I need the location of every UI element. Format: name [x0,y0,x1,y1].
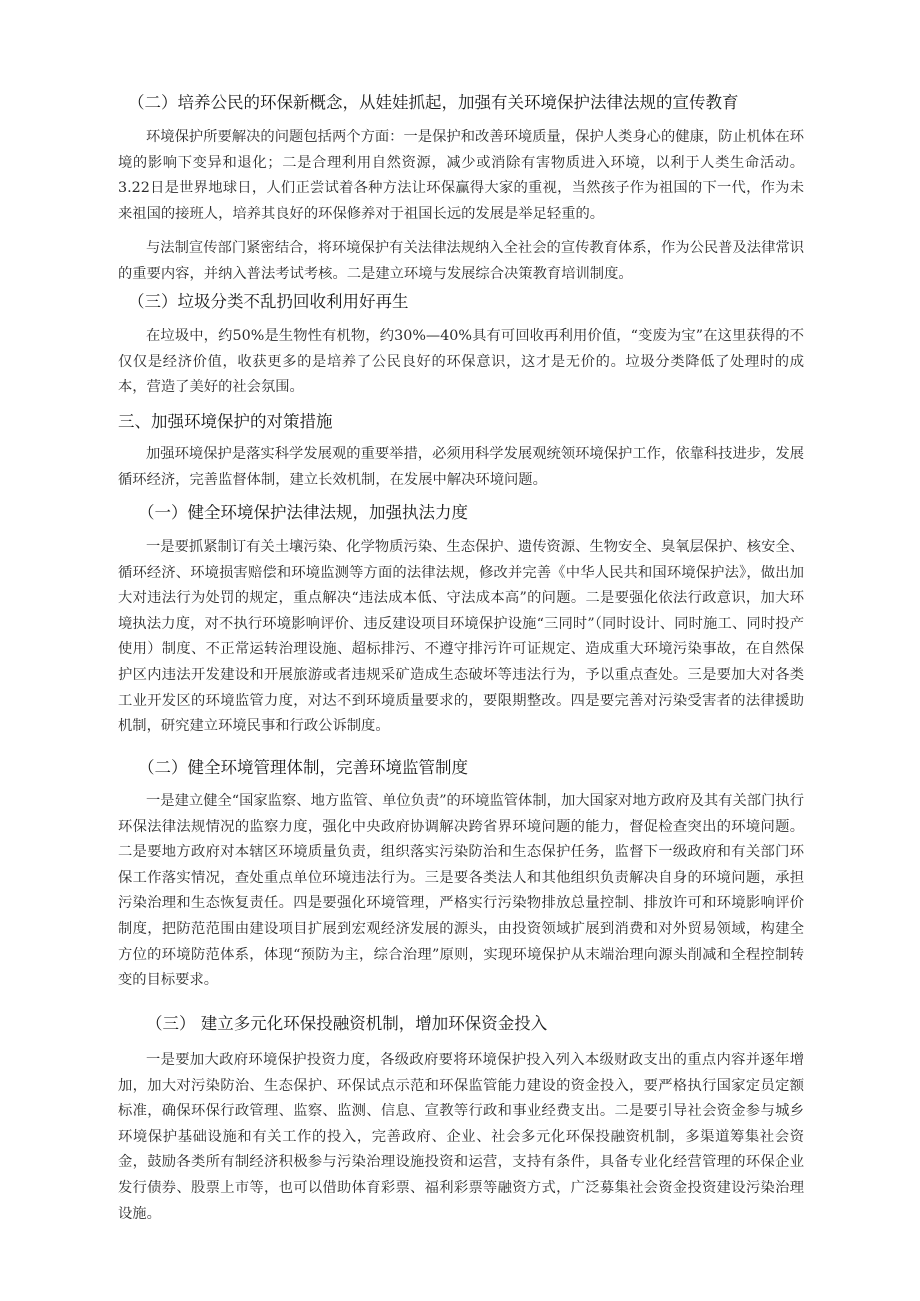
paragraph-laws-enforcement: 一是要抓紧制订有关土壤污染、化学物质污染、生态保护、遗传资源、生物安全、臭氧层保护、核安全、循环经济、环境损害赔偿和环境监测等方面的法律法规，修改并完善《中华人民共和国环境保护法》，做出加大对违法行为处罚的规定，重点解决“违法成本低、守法成本高”的问题。二是要强化依法行政意识，加大环境执法力度，对不执行环境影响评价、违反建设项目环境保护设施“三同时”（同时设计、同时施工、同时投产使用）制度、不正常运转治理设施、超标排污、不遵守排污许可证规定、造成重大环境污染事故，在自然保护区内违法开发建设和开展旅游或者违规采矿造成生态破坏等违法行为，予以重点查处。三是要加大对各类工业开发区的环境监管力度，对达不到环境质量要求的，要限期整改。四是要完善对污染受害者的法律援助机制，研究建立环境民事和行政公诉制度。 [118,539,804,735]
measure-heading-laws: （一）健全环境保护法律法规，加强执法力度 [138,503,468,522]
paragraph-financing-mechanism: 一是要加大政府环境保护投资力度，各级政府要将环境保护投入列入本级财政支出的重点内容并逐年增加，加大对污染防治、生态保护、环保试点示范和环保监管能力建设的资金投入，要严格执行国家定员定额标准，确保环保行政管理、监察、监测、信息、宣教等行政和事业经费支出。二是要引导社会资金参与城乡环境保护基础设施和有关工作的投入，完善政府、企业、社会多元化环保投融资机制，多渠道筹集社会资金，鼓励各类所有制经济积极参与污染治理设施投资和运营，支持有条件，具备专业化经营管理的环保企业发行债券、股票上市等，也可以借助体育彩票、福利彩票等融资方式，广泛募集社会资金投资建设污染治理设施。 [118,1052,804,1222]
paragraph-management-system: 一是建立健全“国家监察、地方监管、单位负责”的环境监管体制，加大国家对地方政府及其有关部门执行环保法律法规情况的监察力度，强化中央政府协调解决跨省界环境问题的能力，督促检查突出的环境问题。二是要地方政府对本辖区环境质量负责，组织落实污染防治和生态保护任务，监督下一级政府和有关部门环保工作落实情况，查处重点单位环境违法行为。三是要各类法人和其他组织负责解决自身的环境问题，承担污染治理和生态恢复责任。四是要强化环境管理，严格实行污染物排放总量控制、排放许可和环境影响评价制度，把防范范围由建设项目扩展到宏观经济发展的源头，由投资领域扩展到消费和对外贸易领域，构建全方位的环境防范体系，体现“预防为主，综合治理”原则，实现环境保护从末端治理向源头削减和全程控制转变的目标要求。 [118,793,804,989]
section-heading-garbage-sorting: （三）垃圾分类不乱扔回收利用好再生 [128,292,409,311]
section-heading-public-education: （二）培养公民的环保新概念，从娃娃抓起，加强有关环境保护法律法规的宣传教育 [128,93,739,112]
part-heading-countermeasures: 三、加强环境保护的对策措施 [118,412,333,431]
paragraph-legal-publicity: 与法制宣传部门紧密结合，将环境保护有关法律法规纳入全社会的宣传教育体系，作为公民普及法律常识的重要内容，并纳入普法考试考核。二是建立环境与发展综合决策教育培训制度。 [118,240,804,282]
measure-heading-management: （二）健全环境管理体制，完善环境监管制度 [138,758,468,777]
paragraph-garbage-value: 在垃圾中，约50%是生物性有机物，约30%—40%具有可回收再利用价值，“变废为宝”在这里获得的不仅仅是经济价值，收获更多的是培养了公民良好的环保意识，这才是无价的。垃圾分类降低了处理时的成本，营造了美好的社会氛围。 [118,328,804,396]
measure-heading-financing: （三） 建立多元化环保投融资机制，增加环保资金投入 [146,1014,548,1033]
paragraph-scientific-development: 加强环境保护是落实科学发展观的重要举措，必须用科学发展观统领环境保护工作，依靠科技进步，发展循环经济，完善监督体制，建立长效机制，在发展中解决环境问题。 [118,446,804,488]
paragraph-environmental-issues: 环境保护所要解决的问题包括两个方面：一是保护和改善环境质量，保护人类身心的健康，防止机体在环境的影响下变异和退化；二是合理利用自然资源，减少或消除有害物质进入环境，以利于人类生命活动。3.22日是世界地球日，人们正尝试着各种方法让环保赢得大家的重视，当然孩子作为祖国的下一代，作为未来祖国的接班人，培养其良好的环保修养对于祖国长远的发展是举足轻重的。 [118,129,804,222]
